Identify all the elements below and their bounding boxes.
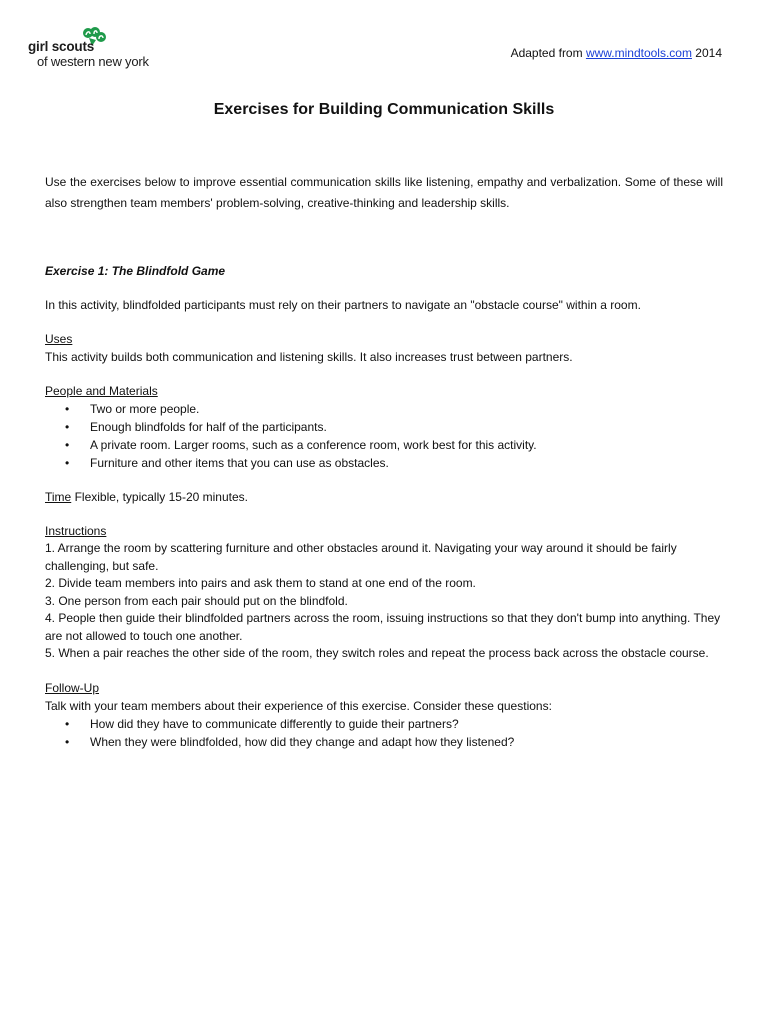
followup-text: Talk with your team members about their experience of this exercise. Consider these questions: <box>45 698 552 713</box>
bullet-icon: • <box>65 420 70 434</box>
source-credit <box>511 45 722 61</box>
document-body <box>45 172 723 751</box>
list-item-text: Furniture and other items that you can use as obstacles. <box>90 456 389 470</box>
instruction-step: 3. One person from each pair should put on the blindfold. <box>45 593 348 608</box>
list-item-text: How did they have to communicate differently to guide their partners? <box>90 716 459 731</box>
bullet-icon: • <box>65 438 70 452</box>
list-item <box>45 400 723 418</box>
followup-questions <box>45 715 723 751</box>
instruction-step: 2. Divide team members into pairs and ask them to stand at one end of the room. <box>45 576 476 590</box>
materials-heading: People and Materials <box>45 384 158 398</box>
document-title: Exercises for Building Communication Skills <box>213 101 555 118</box>
logo-line-1: girl scouts <box>28 39 95 54</box>
exercise-description: In this activity, blindfolded participants must rely on their partners to navigate an "obstacle course" within a room. <box>45 298 641 312</box>
time-heading: Time <box>45 490 72 504</box>
bullet-icon: • <box>65 716 70 731</box>
list-item-text: A private room. Larger rooms, such as a conference room, work best for this activity. <box>90 438 537 452</box>
source-credit-year: 2014 <box>691 46 722 60</box>
instruction-step: 1. Arrange the room by scattering furniture and other obstacles around it. Navigating your way around it should be fairly challenging, but safe. <box>45 541 677 573</box>
followup-heading: Follow-Up <box>45 680 100 695</box>
time-text: Flexible, typically 15-20 minutes. <box>71 490 248 504</box>
uses-text: This activity builds both communication and listening skills. It also increases trust between partners. <box>45 350 573 364</box>
instructions-heading: Instructions <box>45 524 107 538</box>
list-item <box>45 715 723 733</box>
time-line <box>45 488 723 506</box>
logo-line-2: of western new york <box>37 54 149 69</box>
bullet-icon: • <box>65 734 70 749</box>
bullet-icon: • <box>65 456 70 470</box>
list-item-text: When they were blindfolded, how did they change and adapt how they listened? <box>90 734 515 749</box>
list-item <box>45 454 723 472</box>
exercise-title: Exercise 1: The Blindfold Game <box>45 264 226 278</box>
list-item <box>45 733 723 751</box>
materials-list <box>45 400 723 472</box>
list-item-text: Two or more people. <box>90 402 200 416</box>
instructions-list <box>45 540 723 663</box>
instruction-step: 4. People then guide their blindfolded partners across the room, issuing instructions so that they don't bump into anything. They are not allowed to touch one another. <box>45 611 721 643</box>
girl-scouts-logo <box>28 26 168 72</box>
intro-paragraph: Use the exercises below to improve essential communication skills like listening, empathy and verbalization. Some of these will also strengthen team members' problem-solving, creative-thinking and leadership skills. <box>45 175 723 210</box>
bullet-icon: • <box>65 402 70 416</box>
instruction-step: 5. When a pair reaches the other side of the room, they switch roles and repeat the process back across the obstacle course. <box>45 646 709 660</box>
list-item <box>45 436 723 454</box>
source-credit-prefix: Adapted from <box>510 46 586 60</box>
list-item-text: Enough blindfolds for half of the participants. <box>90 420 327 434</box>
list-item <box>45 418 723 436</box>
uses-heading: Uses <box>45 332 73 346</box>
mindtools-link[interactable]: www.mindtools.com <box>585 46 692 60</box>
